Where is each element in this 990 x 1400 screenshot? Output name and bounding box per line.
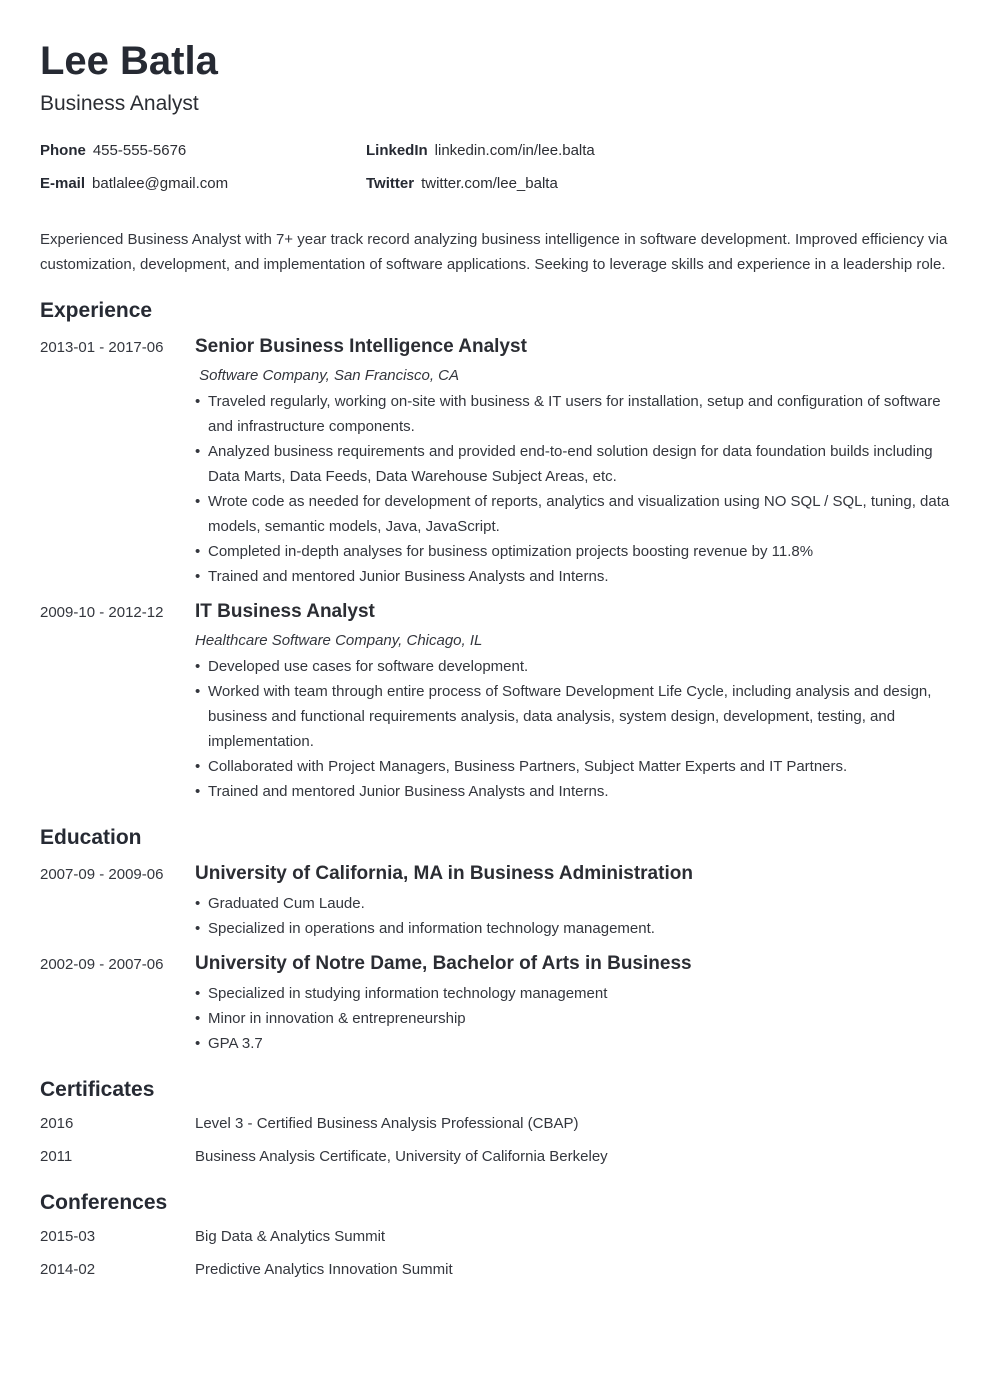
email-label: E-mail [40, 175, 86, 192]
list-item: • Worked with team through entire process of Software Development Life Cycle, including analysis and design, business and functional requirements analysis, data analysis, system design, development, testing, and implementation. [195, 679, 955, 754]
contact-email [40, 174, 228, 194]
email-value[interactable]: batlalee@gmail.com [92, 175, 229, 192]
certificates-heading: Certificates [40, 1078, 155, 1101]
phone-value: 455-555-5676 [92, 142, 187, 159]
list-item: • Completed in-depth analyses for business optimization projects boosting revenue by 11.8% [195, 539, 955, 564]
conference-name: Big Data & Analytics Summit [195, 1228, 386, 1245]
linkedin-label: LinkedIn [366, 142, 428, 159]
twitter-label: Twitter [366, 175, 415, 192]
experience-heading: Experience [40, 299, 153, 322]
list-item: • Traveled regularly, working on-site with business & IT users for installation, setup and configuration of software and infrastructure components. [195, 389, 955, 439]
education-dates: 2002-09 - 2007-06 [40, 956, 164, 973]
contact-linkedin [366, 141, 595, 161]
conference-name: Predictive Analytics Innovation Summit [195, 1261, 453, 1278]
list-item: • GPA 3.7 [195, 1031, 955, 1056]
certificate-name: Business Analysis Certificate, University of California Berkeley [195, 1148, 608, 1165]
experience-bullets [195, 654, 955, 804]
education-dates: 2007-09 - 2009-06 [40, 866, 164, 883]
candidate-role: Business Analyst [40, 92, 199, 115]
list-item: • Specialized in studying information technology management [195, 981, 955, 1006]
experience-company: Healthcare Software Company, Chicago, IL [195, 632, 483, 649]
conference-date: 2014-02 [40, 1261, 96, 1278]
contact-twitter [366, 174, 558, 194]
contact-phone [40, 141, 186, 161]
linkedin-value[interactable]: linkedin.com/in/lee.balta [434, 142, 595, 159]
list-item: • Trained and mentored Junior Business Analysts and Interns. [195, 779, 955, 804]
experience-bullets [195, 389, 955, 589]
education-bullets [195, 891, 955, 941]
certificate-year: 2011 [40, 1148, 73, 1165]
list-item: • Collaborated with Project Managers, Business Partners, Subject Matter Experts and IT Partners. [195, 754, 955, 779]
list-item: • Trained and mentored Junior Business Analysts and Interns. [195, 564, 955, 589]
education-bullets [195, 981, 955, 1056]
list-item: • Minor in innovation & entrepreneurship [195, 1006, 955, 1031]
education-degree: University of California, MA in Business Administration [195, 863, 693, 884]
experience-job-title: Senior Business Intelligence Analyst [195, 336, 527, 357]
experience-company: Software Company, San Francisco, CA [195, 367, 459, 384]
twitter-value[interactable]: twitter.com/lee_balta [421, 175, 558, 192]
experience-job-title: IT Business Analyst [195, 601, 375, 622]
conferences-heading: Conferences [40, 1191, 168, 1214]
education-degree: University of Notre Dame, Bachelor of Arts in Business [195, 953, 692, 974]
list-item: • Analyzed business requirements and provided end-to-end solution design for data foundation builds including Data Marts, Data Feeds, Data Warehouse Subject Areas, etc. [195, 439, 955, 489]
list-item: • Graduated Cum Laude. [195, 891, 955, 916]
list-item: • Wrote code as needed for development of reports, analytics and visualization using NO SQL / SQL, tuning, data models, semantic models, Java, JavaScript. [195, 489, 955, 539]
conference-date: 2015-03 [40, 1228, 96, 1245]
experience-dates: 2013-01 - 2017-06 [40, 339, 164, 356]
phone-label: Phone [40, 142, 86, 159]
list-item: • Specialized in operations and information technology management. [195, 916, 955, 941]
candidate-name: Lee Batla [40, 39, 218, 83]
certificate-year: 2016 [40, 1115, 74, 1132]
certificate-name: Level 3 - Certified Business Analysis Professional (CBAP) [195, 1115, 579, 1132]
education-heading: Education [40, 826, 142, 849]
list-item: • Developed use cases for software development. [195, 654, 955, 679]
experience-dates: 2009-10 - 2012-12 [40, 604, 164, 621]
summary-text: Experienced Business Analyst with 7+ year track record analyzing business intelligence in software development. Improved efficiency via customization, development, and implementation of software applications. Seeking to leverage skills and experience in a leadership role. [40, 231, 948, 273]
